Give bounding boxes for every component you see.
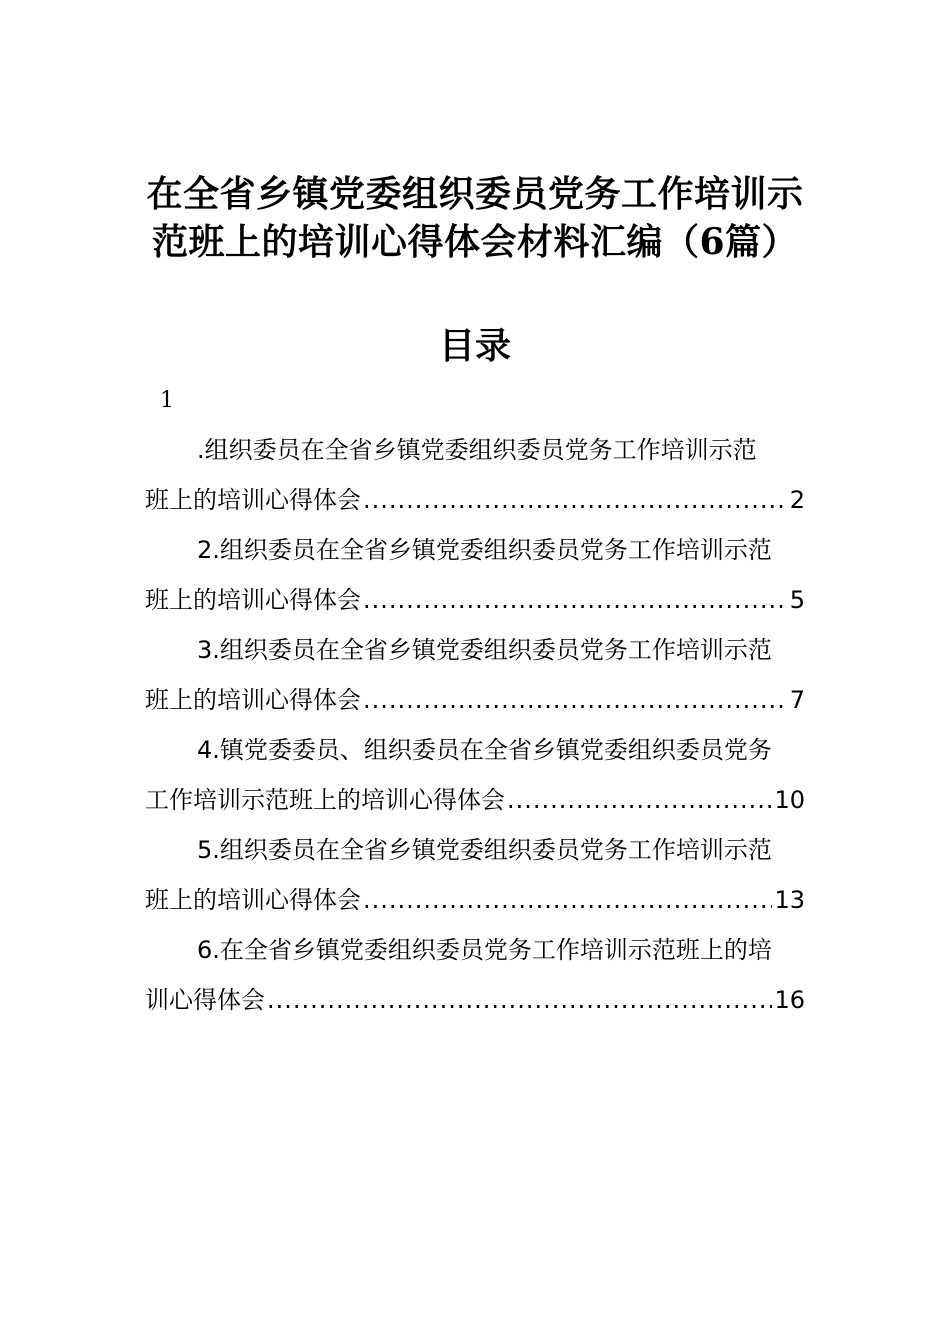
toc-entry-title-continued: 班上的培训心得体会 [145,586,361,614]
toc-entry-title: 5.组织委员在全省乡镇党委组织委员党务工作培训示范 [197,836,772,864]
toc-entry-2[interactable] [145,525,805,625]
toc-page-number: 2 [789,486,805,514]
document-title-line-1: 在全省乡镇党委组织委员党务工作培训示 [146,173,804,215]
dot-leader [267,975,772,1025]
document-title-line-2: 范班上的培训心得体会材料汇编（6篇） [151,221,799,263]
toc-page-number: 10 [774,786,805,814]
toc-entry-title-continued: 班上的培训心得体会 [145,886,361,914]
toc-entry-title-continued: 班上的培训心得体会 [145,486,361,514]
toc-entry-3[interactable] [145,625,805,725]
toc-entry-title-continued: 班上的培训心得体会 [145,686,361,714]
toc-entry-title: 6.在全省乡镇党委组织委员党务工作培训示范班上的培 [197,936,772,964]
toc-entry-5[interactable] [145,825,805,925]
toc-entry-title: 3.组织委员在全省乡镇党委组织委员党务工作培训示范 [197,636,772,664]
toc-entry-title: .组织委员在全省乡镇党委组织委员党务工作培训示范 [197,436,757,464]
toc-entry-4[interactable] [145,725,805,825]
dot-leader [363,675,788,725]
page-marker: 1 [160,388,174,413]
toc-page-number: 5 [789,586,805,614]
toc-entry-6[interactable] [145,925,805,1025]
toc-entry-title: 4.镇党委委员、组织委员在全省乡镇党委组织委员党务 [197,736,772,764]
table-of-contents [145,425,805,1025]
dot-leader [363,575,788,625]
toc-page-number: 13 [774,886,805,914]
toc-page-number: 7 [789,686,805,714]
dot-leader [363,875,772,925]
toc-entry-title-continued: 训心得体会 [145,986,265,1014]
toc-page-number: 16 [774,986,805,1014]
dot-leader [507,775,772,825]
toc-heading: 目录 [438,325,511,367]
toc-entry-title-continued: 工作培训示范班上的培训心得体会 [145,786,505,814]
dot-leader [363,475,788,525]
toc-entry-title: 2.组织委员在全省乡镇党委组织委员党务工作培训示范 [197,536,772,564]
document-title [100,170,850,266]
toc-entry-1[interactable] [145,425,805,525]
